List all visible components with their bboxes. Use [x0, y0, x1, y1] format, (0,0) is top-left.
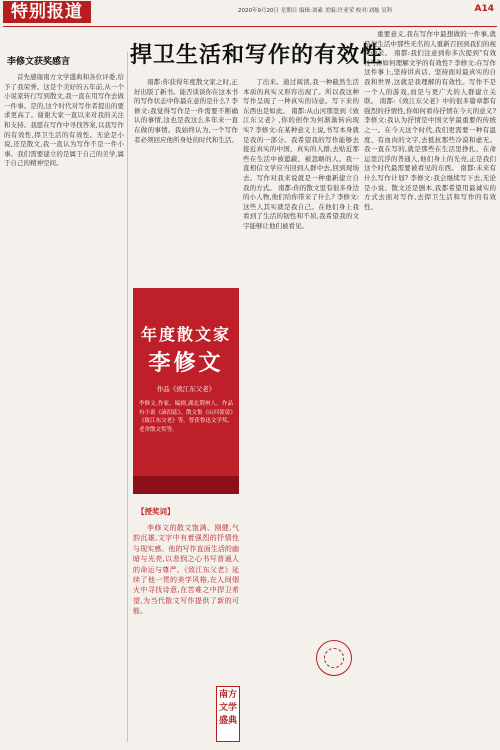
poster-work-title: 作品《致江东父老》 [156, 385, 216, 393]
column-divider [127, 52, 128, 742]
interview-column-2 [243, 78, 359, 678]
page-number: A14 [474, 4, 494, 14]
award-citation-label: 【授奖词】 [137, 507, 175, 516]
interview-text-1: 南都:你获得年度散文家之时,正好出版了新书。能否谈谈你在这本书的写作状态中你最在意的是什么? 李修文:我觉得写作是一件需要不断确认的事情,这也是我这么多年来一直在做的事情。我始终认为,一个写作者必须回应他所身处的时代和生活。 [134, 78, 238, 144]
interview-text-2: 了出来。通过阅读,我一种截然生活本质的真实又形容出现了。所以我这种写作呈现了一种真实的诗意。写下来的东西也是如此。 南都:从山河那里到《致江东父老》,你的创作为何渐渐转向现实? 李修文:在某种意义上说,书写本身就是我的一部分。我希望我的写作能够去接近真实的中国、真实的人群,去贴近那些在生活中被遮蔽、被忽略的人。我一直相信文学应当回到人群中去,回到现场去。写作对我来说就是一种重新建立自我的方式。 南都:你的散文里有很多身边的小人物,他们给你带来了什么? 李修文:这些人其实就是我自己。在他们身上我看到了生活的韧性和不屈,我希望我的文字能够让他们被看见。 [243, 78, 359, 230]
poster-footer-bar [133, 476, 239, 494]
page-header [0, 0, 500, 26]
interview-column-3 [364, 26, 496, 748]
acceptance-speech-heading: 李修文获奖感言 [7, 57, 71, 67]
award-citation-text: 李修文的散文饱满、刚健,气韵沉雄,文字中有着强烈的抒情性与现实感。他的写作直面生活的幽暗与光亮,以悲悯之心书写普通人的命运与尊严。《致江东父老》延续了他一贯的美学风格,在人间烟火中寻找诗意,在苦难之中捍卫希望,为当代散文写作提供了新的可能。 [133, 524, 239, 616]
award-poster [133, 288, 239, 494]
decorative-seal [316, 640, 352, 676]
southern-literary-awards-logo: 南方文学盛典 [216, 686, 240, 742]
acceptance-speech-text: 首先感谢南方文学盛典和各位评委,给予了我荣誉。这是个美好的五年前,从一个小说家转行写到散文,我一直在用写作去做一件事。是的,这个时代对写作者提出的要求更高了。谢谢大家一直以来对我的关注和支持。我愿在写作中寻找答案,以我写作的有效性,捍卫生活的有效性。无论是小说,还是散文,我一直认为写作不是一件小事。我们需要建立的是属于自己的美学,属于自己的精神空间。 [4, 73, 124, 168]
header-meta: 2020年9月20日 星期日 编辑:刘素 美编:许亚荣 校对:刘灿 吴科 [238, 8, 393, 14]
poster-author-name: 李修文 [148, 350, 224, 376]
poster-award-title: 年度散文家 [140, 325, 231, 344]
acceptance-speech-column [4, 52, 124, 742]
masthead-special-report: 特别报道 [3, 1, 91, 23]
poster-author-bio: 李修文,作家、编剧,湖北荆州人。作品有小说《滴泪痣》、散文集《山河袈裟》《致江东父老》等。曾获鲁迅文学奖、老舍散文奖等。 [139, 401, 233, 433]
interview-column-1 [134, 78, 238, 280]
article-title: 捍卫生活和写作的有效性 [130, 43, 384, 68]
interview-text-3: 重要意义,我在写作中最想做的一件事,就是把生活中那些无名的人重新召回到我们的视野中来。 南都:我们注意到你多次提到"有效性",你如何理解文学的有效性? 李修文:在写作这件事上,坚持讲真话、坚持面对最真实的自我和世界,这就是我理解的有效性。写作不是一个人的游戏,而是与更广大的人群建立关联。 南都:《致江东父老》中的很多篇章都有强烈的抒情性,你如何看待抒情在今天的意义? 李修文:我认为抒情是中国文学最重要的传统之一。在今天这个时代,我们更需要一种有温度、有血肉的文字,去抵抗那些冷漠和虚无。我一直在写的,就是那些在生活里挣扎、在命运里沉浮的普通人,他们身上的光亮,正是我们这个时代最需要被看见的东西。 南都:未来有什么写作计划? 李修文:我会继续写下去,无论是小说、散文还是剧本,我都希望用最诚实的方式去面对写作,去捍卫生活和写作的有效性。 [364, 30, 496, 211]
